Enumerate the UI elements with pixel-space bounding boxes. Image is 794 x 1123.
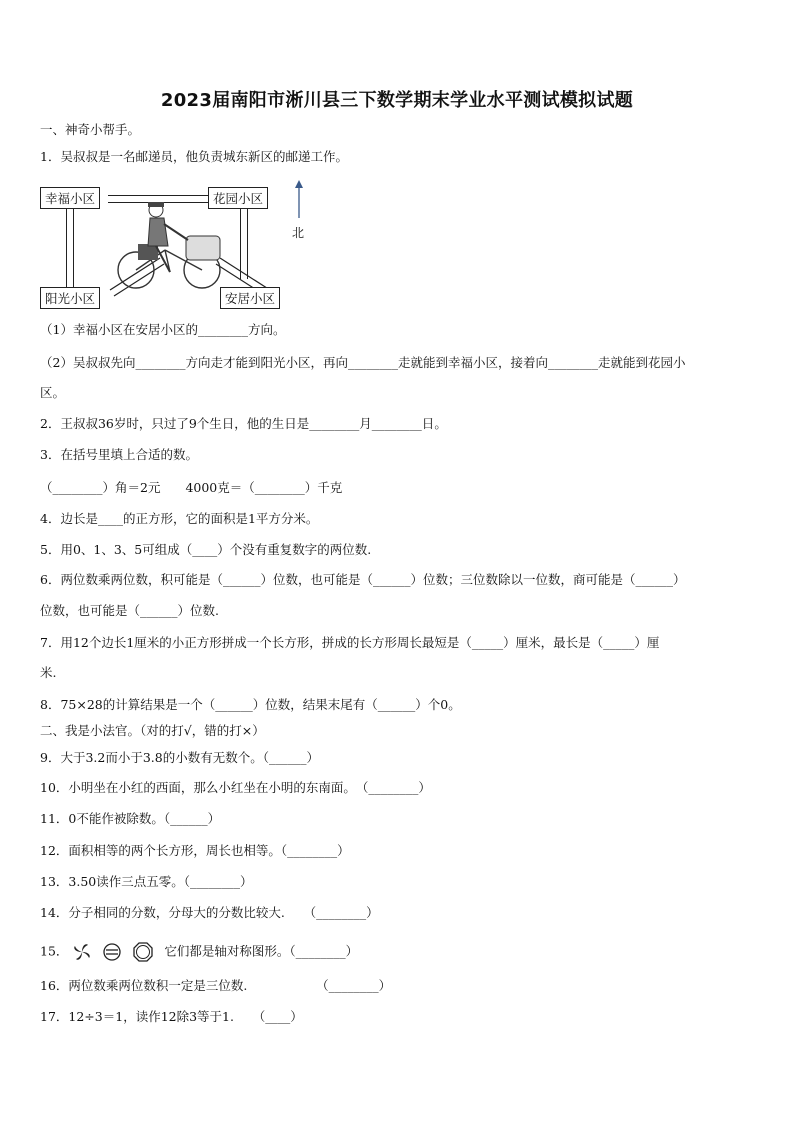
map-label-top-right: 花园小区 <box>208 187 268 209</box>
pinwheel-icon <box>72 942 92 962</box>
question-11: 11．0不能作被除数。（______） <box>40 811 221 826</box>
question-6-line-2: 位数，也可能是（______）位数. <box>40 603 219 618</box>
question-6-line-1: 6．两位数乘两位数，积可能是（______）位数，也可能是（______）位数；三位数除以一位数，商可能是（______） <box>40 572 686 587</box>
question-4: 4．边长是____的正方形，它的面积是1平方分米。 <box>40 511 319 526</box>
question-13: 13．3.50读作三点五零。（________） <box>40 874 253 889</box>
question-3: 3．在括号里填上合适的数。 <box>40 447 198 462</box>
question-2: 2．王叔叔36岁时，只过了9个生日，他的生日是________月________日。 <box>40 416 447 431</box>
octagon-flower-icon <box>132 941 154 963</box>
north-indicator <box>292 180 306 240</box>
postman-bicycle-icon <box>110 200 230 295</box>
question-1: 1．吴叔叔是一名邮递员，他负责城东新区的邮递工作。 <box>40 149 348 164</box>
section-heading-2: 二、我是小法官。（对的打√，错的打×） <box>40 723 265 738</box>
question-1-sub-2-line-1: （2）吴叔叔先向________方向走才能到阳光小区，再向________走就能到幸福小区，接着向________走就能到花园小 <box>40 355 686 370</box>
map-label-bottom-left: 阳光小区 <box>40 287 100 309</box>
question-15 <box>40 941 358 963</box>
map-label-bottom-right: 安居小区 <box>220 287 280 309</box>
question-17: 17．12÷3＝1，读作12除3等于1. （____） <box>40 1009 303 1024</box>
question-1-sub-2-line-2: 区。 <box>40 385 66 400</box>
question-7-line-2: 米. <box>40 665 57 680</box>
question-1-sub-1: （1）幸福小区在安居小区的________方向。 <box>40 322 286 337</box>
question-8: 8．75×28的计算结果是一个（______）位数，结果末尾有（______）个0。 <box>40 697 461 712</box>
question-7-line-1: 7．用12个边长1厘米的小正方形拼成一个长方形，拼成的长方形周长最短是（_____）厘米，最长是（_____）厘 <box>40 635 660 650</box>
north-label: 北 <box>292 226 305 240</box>
question-5: 5．用0、1、3、5可组成（____）个没有重复数字的两位数. <box>40 542 372 557</box>
question-9: 9．大于3.2而小于3.8的小数有无数个。（______） <box>40 750 319 765</box>
question-15-text: 它们都是轴对称图形。（________） <box>164 943 359 959</box>
section-heading-1: 一、神奇小帮手。 <box>40 122 141 137</box>
map-label-top-left: 幸福小区 <box>40 187 100 209</box>
road-left <box>66 207 74 289</box>
question-15-label: 15． <box>40 943 69 959</box>
question-10: 10．小明坐在小红的西面，那么小红坐在小明的东南面。 （________） <box>40 780 431 795</box>
circle-lines-icon <box>102 942 122 962</box>
question-14: 14．分子相同的分数，分母大的分数比较大. （________） <box>40 905 379 920</box>
question-16: 16．两位数乘两位数积一定是三位数. （________） <box>40 978 392 993</box>
page-title: 2023届南阳市淅川县三下数学期末学业水平测试模拟试题 <box>160 90 634 111</box>
question-12: 12．面积相等的两个长方形，周长也相等。（________） <box>40 843 350 858</box>
question-3-blanks: （________）角＝2元 4000克＝（________）千克 <box>40 480 343 495</box>
north-arrow-icon <box>292 180 306 220</box>
